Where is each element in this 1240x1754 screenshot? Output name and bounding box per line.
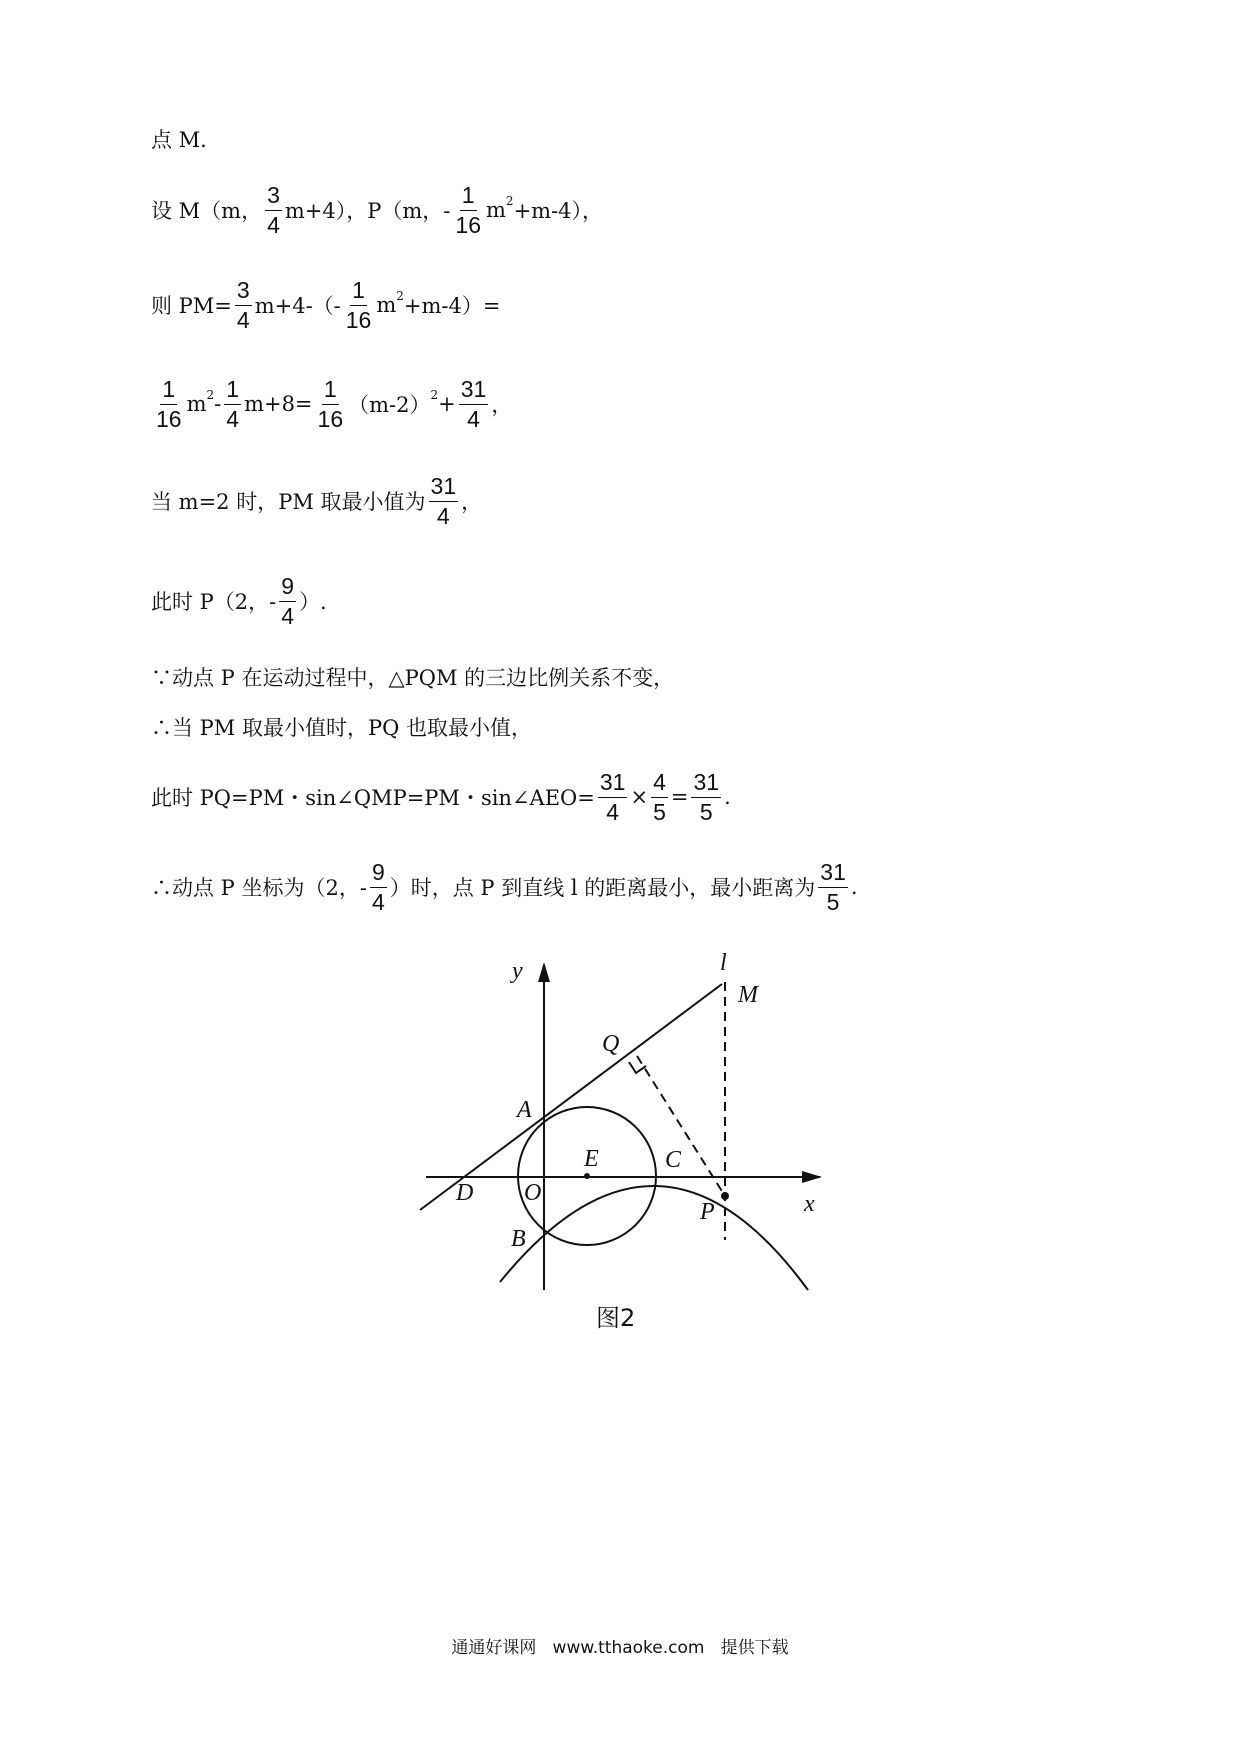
- fraction: [235, 278, 252, 333]
- numerator: 4: [651, 770, 668, 798]
- label-e: E: [584, 1146, 599, 1172]
- denominator: 4: [371, 888, 385, 915]
- label-c: C: [665, 1147, 682, 1173]
- exponent: 2: [505, 194, 514, 209]
- denominator: 5: [653, 798, 666, 825]
- text: 此时 PQ=PM・sin∠QMP=PM・sin∠AEO=: [151, 786, 595, 811]
- text: ，: [461, 490, 483, 515]
- label-m: M: [738, 982, 758, 1008]
- fraction: [344, 278, 374, 333]
- denominator: 4: [226, 405, 240, 432]
- fraction: [265, 183, 282, 238]
- fraction: [691, 770, 721, 825]
- fraction: [818, 860, 848, 915]
- exponent: 2: [430, 388, 439, 403]
- text: =: [670, 785, 689, 810]
- fraction: [429, 474, 459, 529]
- denominator: 4: [267, 211, 280, 238]
- text: 则 PM=: [151, 294, 232, 319]
- parabola: [500, 1186, 808, 1290]
- denominator: 16: [156, 405, 182, 432]
- fraction: [370, 860, 387, 915]
- label-p: P: [700, 1199, 715, 1225]
- text: 此时 P（2，-: [151, 590, 277, 615]
- footer: [0, 1633, 1240, 1658]
- solution-line-6: [151, 574, 327, 629]
- point-p: [721, 1192, 729, 1200]
- text: m: [186, 392, 207, 417]
- numerator: 31: [818, 860, 848, 888]
- numerator: 9: [370, 860, 387, 888]
- numerator: 3: [265, 183, 282, 211]
- numerator: 1: [160, 377, 177, 405]
- solution-line-8: [151, 712, 532, 742]
- label-a: A: [517, 1097, 532, 1123]
- label-d: D: [456, 1180, 474, 1206]
- geometry-figure: [418, 950, 822, 1330]
- y-axis-arrow: [538, 962, 550, 982]
- numerator: 1: [460, 183, 477, 211]
- solution-line-10: [151, 860, 858, 915]
- text: 当 m=2 时，PM 取最小值为: [151, 490, 426, 515]
- denominator: 5: [826, 888, 840, 915]
- x-axis-arrow: [802, 1171, 822, 1183]
- label-b: B: [511, 1226, 526, 1252]
- text: .: [850, 875, 858, 900]
- label-q: Q: [602, 1031, 620, 1057]
- numerator: 1: [350, 278, 367, 306]
- numerator: 3: [235, 278, 252, 306]
- denominator: 4: [467, 405, 480, 432]
- right-angle-mark: [629, 1062, 646, 1073]
- fraction: [316, 377, 346, 432]
- fraction: [598, 770, 628, 825]
- fraction: [279, 574, 296, 629]
- text: ∵动点 P 在运动过程中，△PQM 的三边比例关系不变，: [151, 666, 675, 690]
- label-x: x: [804, 1191, 815, 1217]
- numerator: 9: [279, 574, 296, 602]
- text: m+4），P（m，-: [284, 199, 451, 224]
- denominator: 5: [699, 798, 713, 825]
- exponent: 2: [396, 289, 404, 304]
- fraction: [224, 377, 241, 432]
- text: +m-4），: [513, 199, 604, 224]
- denominator: 4: [281, 602, 295, 629]
- label-o: O: [524, 1180, 542, 1206]
- point-e: [584, 1173, 590, 1179]
- numerator: 31: [459, 377, 489, 405]
- text: 点 M.: [151, 128, 207, 152]
- numerator: 31: [429, 474, 459, 502]
- numerator: 1: [224, 377, 241, 405]
- denominator: 4: [236, 306, 250, 333]
- denominator: 16: [455, 211, 481, 238]
- solution-line-4: [151, 377, 512, 432]
- solution-line-1: [151, 124, 207, 154]
- dashed-line-pq: [637, 1056, 725, 1196]
- text: m: [376, 293, 397, 318]
- denominator: 16: [317, 405, 344, 432]
- text: m: [486, 198, 506, 223]
- text: +: [438, 392, 456, 417]
- text: m+8=: [244, 392, 313, 417]
- text: m+4-（-: [254, 294, 341, 319]
- text: ，: [491, 393, 513, 418]
- numerator: 31: [598, 770, 628, 798]
- text: -: [214, 392, 222, 417]
- denominator: 16: [345, 306, 372, 333]
- text: ）.: [299, 590, 327, 615]
- text: ∴动点 P 坐标为（2，-: [151, 876, 367, 901]
- label-l: l: [720, 950, 727, 976]
- denominator: 4: [436, 502, 450, 529]
- text: （m-2）: [348, 393, 431, 418]
- footer-text: 通通好课网 www.tthaoke.com 提供下载: [451, 1638, 789, 1658]
- text: ∴当 PM 取最小值时，PQ 也取最小值，: [151, 716, 533, 740]
- solution-line-3: [151, 278, 500, 333]
- figure-caption: 图2: [596, 1304, 636, 1330]
- text: +m-4）=: [403, 294, 501, 319]
- numerator: 31: [691, 770, 721, 798]
- text: ）时，点 P 到直线 l 的距离最小，最小距离为: [389, 876, 816, 901]
- fraction: [154, 377, 184, 432]
- solution-line-2: [151, 183, 603, 238]
- solution-line-7: [151, 662, 674, 692]
- exponent: 2: [206, 388, 215, 403]
- denominator: 4: [606, 798, 620, 825]
- fraction: [459, 377, 489, 432]
- solution-line-5: [151, 474, 482, 529]
- numerator: 1: [322, 377, 339, 405]
- text: .: [724, 785, 731, 810]
- label-y: y: [512, 958, 523, 984]
- solution-line-9: [151, 770, 731, 825]
- text: ×: [630, 785, 649, 810]
- fraction: [651, 770, 668, 825]
- fraction: [453, 183, 483, 238]
- text: 设 M（m，: [151, 199, 263, 224]
